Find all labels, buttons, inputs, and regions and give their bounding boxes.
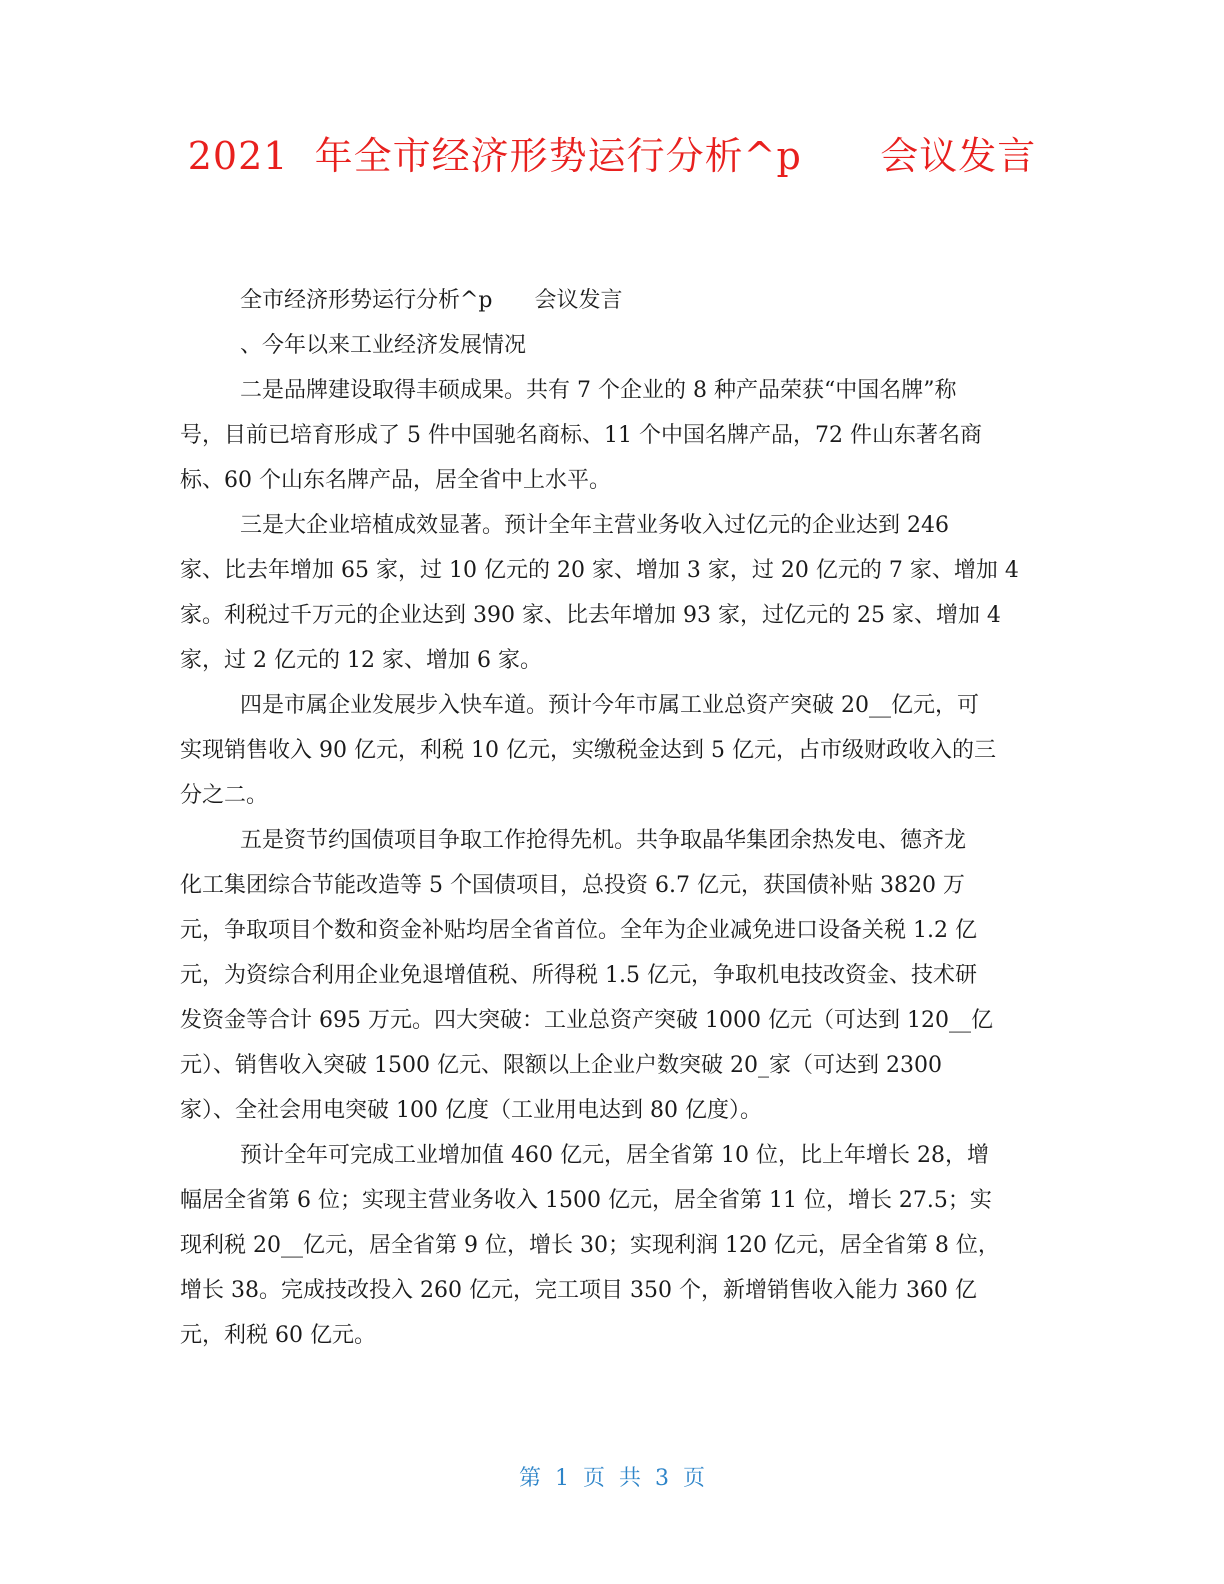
body-line: 全市经济形势运行分析^p 会议发言 <box>240 288 623 313</box>
body-line: 、今年以来工业经济发展情况 <box>240 333 527 358</box>
body-line: 元，争取项目个数和资金补贴均居全省首位。全年为企业减免进口设备关税 1.2 亿 <box>180 918 977 943</box>
body-line: 现利税 20__亿元，居全省第 9 位，增长 30；实现利润 120 亿元，居全省第 8 位， <box>180 1233 1000 1258</box>
body-line: 标、60 个山东名牌产品，居全省中上水平。 <box>180 468 611 493</box>
body-line: 实现销售收入 90 亿元，利税 10 亿元，实缴税金达到 5 亿元，占市级财政收入的三 <box>180 738 996 763</box>
body-line: 家）、全社会用电突破 100 亿度（工业用电达到 80 亿度）。 <box>180 1098 762 1123</box>
body-line: 元，利税 60 亿元。 <box>180 1323 376 1348</box>
body-line: 家。利税过千万元的企业达到 390 家、比去年增加 93 家，过亿元的 25 家、增加 4 <box>180 603 1001 628</box>
page-footer: 第 1 页 共 3 页 <box>519 1466 705 1491</box>
body-line: 五是资节约国债项目争取工作抢得先机。共争取晶华集团余热发电、德齐龙 <box>240 828 967 853</box>
body-line: 增长 38。完成技改投入 260 亿元，完工项目 350 个，新增销售收入能力 360 亿 <box>180 1278 977 1303</box>
body-line: 元，为资综合利用企业免退增值税、所得税 1.5 亿元，争取机电技改资金、技术研 <box>180 963 977 988</box>
body-line: 元）、销售收入突破 1500 亿元、限额以上企业户数突破 20_家（可达到 2300 <box>180 1053 942 1078</box>
body-line: 化工集团综合节能改造等 5 个国债项目，总投资 6.7 亿元，获国债补贴 3820 万 <box>180 873 965 898</box>
body-line: 四是市属企业发展步入快车道。预计今年市属工业总资产突破 20__亿元，可 <box>240 693 979 718</box>
body-line: 幅居全省第 6 位；实现主营业务收入 1500 亿元，居全省第 11 位，增长 27.5；实 <box>180 1188 992 1213</box>
body-line: 发资金等合计 695 万元。四大突破：工业总资产突破 1000 亿元（可达到 120__亿 <box>180 1008 993 1033</box>
document-body <box>180 278 1038 1358</box>
body-line: 三是大企业培植成效显著。预计全年主营业务收入过亿元的企业达到 246 <box>240 513 949 538</box>
body-line: 预计全年可完成工业增加值 460 亿元，居全省第 10 位，比上年增长 28，增 <box>240 1143 989 1168</box>
body-line: 家，过 2 亿元的 12 家、增加 6 家。 <box>180 648 542 673</box>
document-title: 2021 年全市经济形势运行分析^p 会议发言 <box>187 134 1037 178</box>
body-line: 分之二。 <box>180 783 269 808</box>
body-line: 二是品牌建设取得丰硕成果。共有 7 个企业的 8 种产品荣获“中国名牌”称 <box>240 378 957 403</box>
body-line: 家、比去年增加 65 家，过 10 亿元的 20 家、增加 3 家，过 20 亿元的 7 家、增加 4 <box>180 558 1019 583</box>
body-line: 号，目前已培育形成了 5 件中国驰名商标、11 个中国名牌产品，72 件山东著名商 <box>180 423 982 448</box>
